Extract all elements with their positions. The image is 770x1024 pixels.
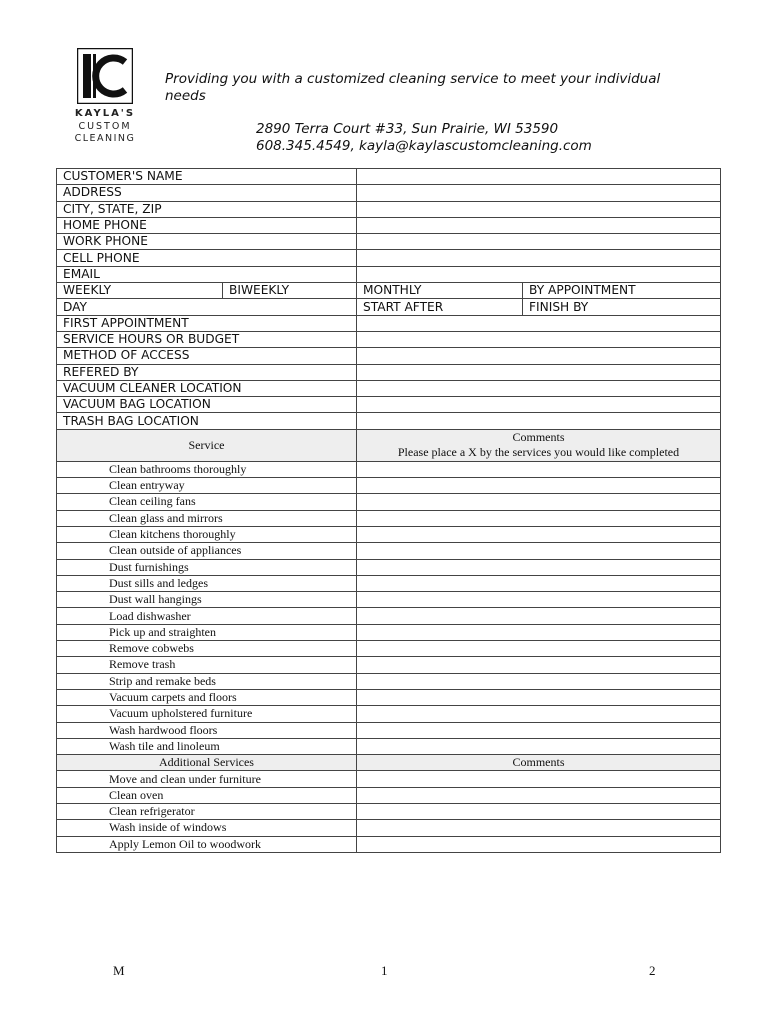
service-row bbox=[57, 803, 721, 819]
service-row bbox=[57, 461, 721, 477]
comments-instruction: Please place a X by the services you would like completed bbox=[397, 445, 680, 460]
service-comment-field[interactable] bbox=[357, 494, 721, 510]
service-name: Pick up and straighten bbox=[57, 624, 357, 640]
footer-right: 2 bbox=[649, 963, 656, 978]
service-comment-field[interactable] bbox=[357, 641, 721, 657]
work-phone-field[interactable] bbox=[357, 234, 721, 250]
tagline: Providing you with a customized cleaning service to meet your individual needs bbox=[165, 71, 661, 104]
service-row bbox=[57, 657, 721, 673]
field-label: VACUUM CLEANER LOCATION bbox=[57, 380, 357, 396]
additional-services-header: Additional Services bbox=[57, 755, 357, 771]
form-row bbox=[57, 315, 721, 331]
company-contact: 608.345.4549, kayla@kaylascustomcleaning.com bbox=[256, 138, 592, 154]
comments-column-header bbox=[357, 429, 721, 461]
services-header-row bbox=[57, 429, 721, 461]
field-label: WORK PHONE bbox=[57, 234, 357, 250]
service-comment-field[interactable] bbox=[357, 624, 721, 640]
service-comment-field[interactable] bbox=[357, 689, 721, 705]
address-field[interactable] bbox=[357, 185, 721, 201]
service-name: Clean entryway bbox=[57, 478, 357, 494]
service-name: Load dishwasher bbox=[57, 608, 357, 624]
form-row bbox=[57, 217, 721, 233]
service-row bbox=[57, 820, 721, 836]
start-after-field[interactable]: START AFTER bbox=[357, 299, 523, 315]
field-label: HOME PHONE bbox=[57, 217, 357, 233]
service-comment-field[interactable] bbox=[357, 706, 721, 722]
service-row bbox=[57, 592, 721, 608]
logo-text-cleaning: CLEANING bbox=[74, 133, 136, 144]
service-name: Clean oven bbox=[57, 787, 357, 803]
form-row bbox=[57, 380, 721, 396]
service-row bbox=[57, 722, 721, 738]
service-comment-field[interactable] bbox=[357, 787, 721, 803]
additional-comments-header: Comments bbox=[357, 755, 721, 771]
field-label: FIRST APPOINTMENT bbox=[57, 315, 357, 331]
service-name: Clean bathrooms thoroughly bbox=[57, 461, 357, 477]
service-row bbox=[57, 575, 721, 591]
comments-header-label: Comments bbox=[512, 430, 565, 445]
service-comment-field[interactable] bbox=[357, 575, 721, 591]
service-comment-field[interactable] bbox=[357, 510, 721, 526]
field-label: VACUUM BAG LOCATION bbox=[57, 397, 357, 413]
service-name: Clean refrigerator bbox=[57, 803, 357, 819]
service-row bbox=[57, 478, 721, 494]
field-label: CELL PHONE bbox=[57, 250, 357, 266]
company-address-block bbox=[256, 121, 592, 155]
additional-services-header-row bbox=[57, 755, 721, 771]
service-hours-field[interactable] bbox=[357, 331, 721, 347]
home-phone-field[interactable] bbox=[357, 217, 721, 233]
service-row bbox=[57, 510, 721, 526]
customer-name-field[interactable] bbox=[357, 169, 721, 185]
service-name: Remove trash bbox=[57, 657, 357, 673]
weekly-option[interactable]: WEEKLY bbox=[57, 283, 223, 299]
customer-form-table bbox=[56, 168, 721, 853]
service-comment-field[interactable] bbox=[357, 478, 721, 494]
service-comment-field[interactable] bbox=[357, 657, 721, 673]
service-row bbox=[57, 706, 721, 722]
service-row bbox=[57, 787, 721, 803]
service-name: Remove cobwebs bbox=[57, 641, 357, 657]
service-row bbox=[57, 836, 721, 852]
service-row bbox=[57, 624, 721, 640]
service-row bbox=[57, 543, 721, 559]
service-row bbox=[57, 641, 721, 657]
vacuum-bag-location-field[interactable] bbox=[357, 397, 721, 413]
field-label: TRASH BAG LOCATION bbox=[57, 413, 357, 429]
service-name: Vacuum carpets and floors bbox=[57, 689, 357, 705]
form-row bbox=[57, 413, 721, 429]
service-comment-field[interactable] bbox=[357, 803, 721, 819]
email-field[interactable] bbox=[357, 266, 721, 282]
service-name: Dust furnishings bbox=[57, 559, 357, 575]
service-row bbox=[57, 559, 721, 575]
service-row bbox=[57, 494, 721, 510]
service-comment-field[interactable] bbox=[357, 559, 721, 575]
field-label: CUSTOMER'S NAME bbox=[57, 169, 357, 185]
service-name: Apply Lemon Oil to woodwork bbox=[57, 836, 357, 852]
company-address: 2890 Terra Court #33, Sun Prairie, WI 53590 bbox=[256, 121, 559, 137]
field-label: SERVICE HOURS OR BUDGET bbox=[57, 331, 357, 347]
service-name: Dust wall hangings bbox=[57, 592, 357, 608]
logo-text-custom: CUSTOM bbox=[78, 121, 132, 132]
frequency-row bbox=[57, 283, 721, 299]
service-comment-field[interactable] bbox=[357, 461, 721, 477]
service-name: Clean glass and mirrors bbox=[57, 510, 357, 526]
form-row bbox=[57, 364, 721, 380]
form-row bbox=[57, 169, 721, 185]
first-appointment-field[interactable] bbox=[357, 315, 721, 331]
form-row bbox=[57, 185, 721, 201]
service-comment-field[interactable] bbox=[357, 592, 721, 608]
page-number: 1 bbox=[381, 963, 388, 978]
service-row bbox=[57, 673, 721, 689]
service-row bbox=[57, 689, 721, 705]
trash-bag-location-field[interactable] bbox=[357, 413, 721, 429]
service-name: Clean ceiling fans bbox=[57, 494, 357, 510]
form-row bbox=[57, 348, 721, 364]
service-column-header: Service bbox=[57, 429, 357, 461]
service-comment-field[interactable] bbox=[357, 673, 721, 689]
service-row bbox=[57, 771, 721, 787]
footer-left: M bbox=[113, 963, 125, 978]
form-row bbox=[57, 250, 721, 266]
service-name: Dust sills and ledges bbox=[57, 575, 357, 591]
service-row bbox=[57, 526, 721, 542]
service-comment-field[interactable] bbox=[357, 836, 721, 852]
city-state-zip-field[interactable] bbox=[357, 201, 721, 217]
service-comment-field[interactable] bbox=[357, 526, 721, 542]
service-comment-field[interactable] bbox=[357, 820, 721, 836]
service-comment-field[interactable] bbox=[357, 608, 721, 624]
finish-by-field[interactable]: FINISH BY bbox=[523, 299, 721, 315]
field-label: EMAIL bbox=[57, 266, 357, 282]
company-logo bbox=[70, 44, 142, 154]
additional-services-list bbox=[57, 771, 721, 852]
form-row bbox=[57, 234, 721, 250]
service-comment-field[interactable] bbox=[357, 543, 721, 559]
service-name: Move and clean under furniture bbox=[57, 771, 357, 787]
field-label: CITY, STATE, ZIP bbox=[57, 201, 357, 217]
referred-by-field[interactable] bbox=[357, 364, 721, 380]
service-row bbox=[57, 738, 721, 754]
logo-text-kaylas: KAYLA'S bbox=[74, 108, 136, 119]
biweekly-option[interactable]: BIWEEKLY bbox=[223, 283, 357, 299]
form-row bbox=[57, 266, 721, 282]
by-appointment-option[interactable]: BY APPOINTMENT bbox=[523, 283, 721, 299]
service-name: Clean kitchens thoroughly bbox=[57, 526, 357, 542]
field-label: ADDRESS bbox=[57, 185, 357, 201]
service-name: Wash tile and linoleum bbox=[57, 738, 357, 754]
service-comment-field[interactable] bbox=[357, 738, 721, 754]
service-comment-field[interactable] bbox=[357, 722, 721, 738]
service-name: Wash hardwood floors bbox=[57, 722, 357, 738]
service-name: Clean outside of appliances bbox=[57, 543, 357, 559]
service-name: Strip and remake beds bbox=[57, 673, 357, 689]
services-list bbox=[57, 461, 721, 754]
field-label: REFERED BY bbox=[57, 364, 357, 380]
monthly-option[interactable]: MONTHLY bbox=[357, 283, 523, 299]
form-row bbox=[57, 397, 721, 413]
service-comment-field[interactable] bbox=[357, 771, 721, 787]
service-name: Vacuum upholstered furniture bbox=[57, 706, 357, 722]
service-row bbox=[57, 608, 721, 624]
form-row bbox=[57, 201, 721, 217]
field-label: METHOD OF ACCESS bbox=[57, 348, 357, 364]
cell-phone-field[interactable] bbox=[357, 250, 721, 266]
day-field[interactable]: DAY bbox=[57, 299, 357, 315]
service-name: Wash inside of windows bbox=[57, 820, 357, 836]
method-of-access-field[interactable] bbox=[357, 348, 721, 364]
vacuum-cleaner-location-field[interactable] bbox=[357, 380, 721, 396]
form-row bbox=[57, 331, 721, 347]
schedule-row bbox=[57, 299, 721, 315]
kc-logo-icon bbox=[77, 48, 133, 104]
